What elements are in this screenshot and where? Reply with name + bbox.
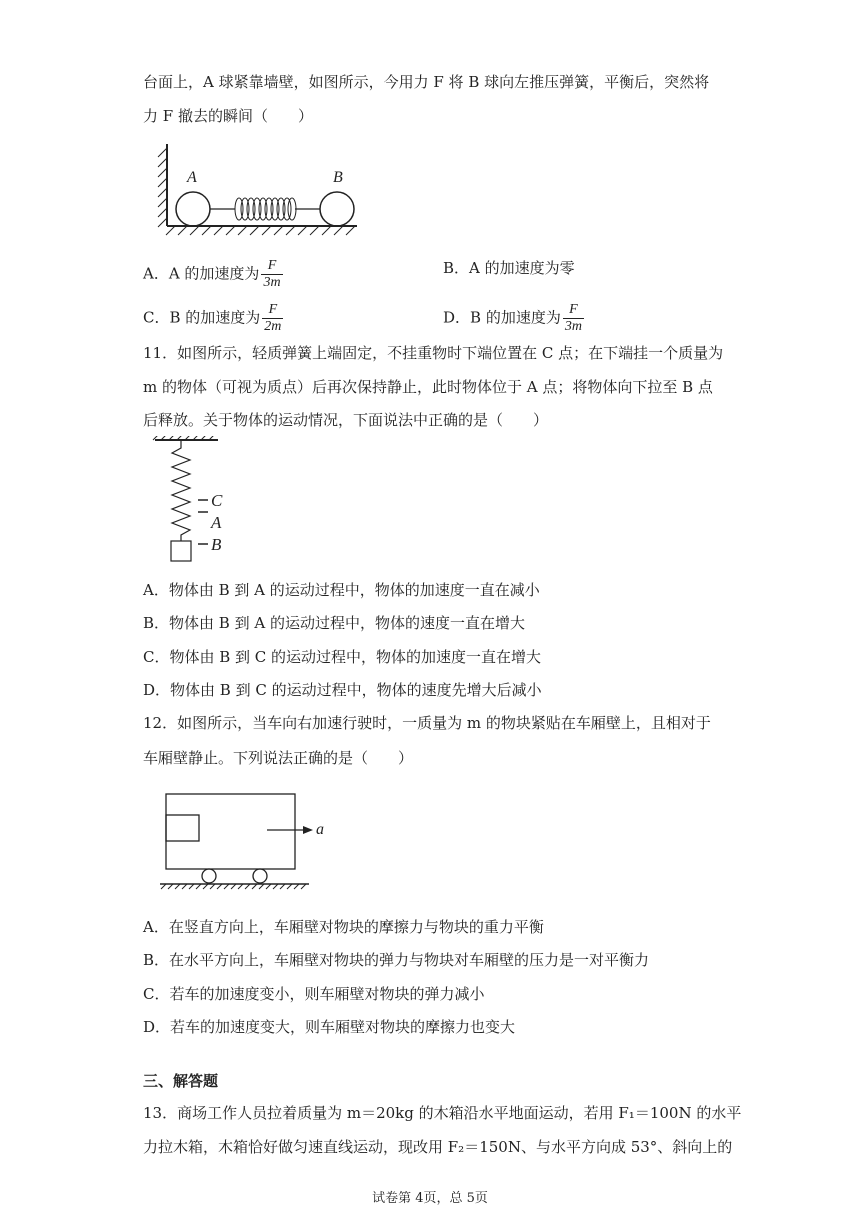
q11-text-line-2: m 的物体（可视为质点）后再次保持静止，此时物体位于 A 点；将物体向下拉至 B 点 (143, 378, 713, 396)
q11-vertical-spring-diagram (150, 436, 250, 566)
block (166, 815, 199, 841)
q11-option-d: D．物体由 B 到 C 的运动过程中，物体的速度先增大后减小 (143, 681, 542, 699)
q10-text-line-1: 台面上，A 球紧靠墙壁，如图所示，今用力 F 将 B 球向左推压弹簧，平衡后，突然将 (143, 73, 710, 91)
q12-text-line-2: 车厢壁静止。下列说法正确的是（ ） (143, 749, 414, 767)
q12-option-b: B．在水平方向上，车厢壁对物块的弹力与物块对车厢壁的压力是一对平衡力 (143, 951, 650, 969)
q12-car-diagram (155, 788, 335, 898)
q11-option-b: B．物体由 B 到 A 的运动过程中，物体的速度一直在增大 (143, 614, 525, 632)
accel-label: a (316, 821, 324, 838)
spring-horizontal (235, 198, 296, 220)
car-body (166, 794, 295, 869)
label-b: B (211, 535, 222, 554)
q10-option-b: B．A 的加速度为零 (443, 259, 575, 277)
q10-spring-balls-diagram (155, 140, 365, 240)
q11-text-line-3: 后释放。关于物体的运动情况，下面说法中正确的是（ ） (143, 411, 549, 429)
q11-option-c: C．物体由 B 到 C 的运动过程中，物体的加速度一直在增大 (143, 648, 542, 666)
label-a: A (211, 513, 222, 532)
q11-option-a: A．物体由 B 到 A 的运动过程中，物体的加速度一直在减小 (143, 581, 540, 599)
q13-text-line-1: 13．商场工作人员拉着质量为 m＝20kg 的木箱沿水平地面运动，若用 F₁＝100N 的水平 (143, 1104, 742, 1122)
label-c: C (211, 491, 223, 510)
spring-vertical (172, 440, 190, 541)
ball-b (320, 192, 354, 226)
q10-option-c: C．B 的加速度为 $\frac{F}{2m}$ (143, 302, 282, 334)
q12-option-c: C．若车的加速度变小，则车厢壁对物块的弹力减小 (143, 985, 485, 1003)
label-b: B (333, 169, 343, 186)
q12-text-line-1: 12．如图所示，当车向右加速行驶时，一质量为 m 的物块紧贴在车厢壁上，且相对于 (143, 714, 711, 732)
q10-option-d: D．B 的加速度为 $\frac{F}{3m}$ (443, 302, 582, 334)
page-footer: 试卷第 4页，总 5页 (372, 1191, 488, 1206)
wheel-left (202, 869, 216, 883)
label-a: A (187, 169, 197, 186)
wheel-right (253, 869, 267, 883)
q12-option-a: A．在竖直方向上，车厢壁对物块的摩擦力与物块的重力平衡 (143, 918, 544, 936)
q10-option-a: A．A 的加速度为 $\frac{F}{3m}$ (143, 258, 281, 290)
section-heading-answer-questions: 三、解答题 (143, 1072, 219, 1090)
q11-text-line-1: 11．如图所示，轻质弹簧上端固定，不挂重物时下端位置在 C 点；在下端挂一个质量为 (143, 344, 724, 362)
q13-text-line-2: 力拉木箱，木箱恰好做匀速直线运动，现改用 F₂＝150N、与水平方向成 53°、斜向上的 (143, 1138, 733, 1156)
hanging-block (171, 541, 191, 561)
q12-option-d: D．若车的加速度变大，则车厢壁对物块的摩擦力也变大 (143, 1018, 516, 1036)
q10-text-line-2: 力 F 撤去的瞬间（ ） (143, 107, 313, 125)
ball-a (176, 192, 210, 226)
